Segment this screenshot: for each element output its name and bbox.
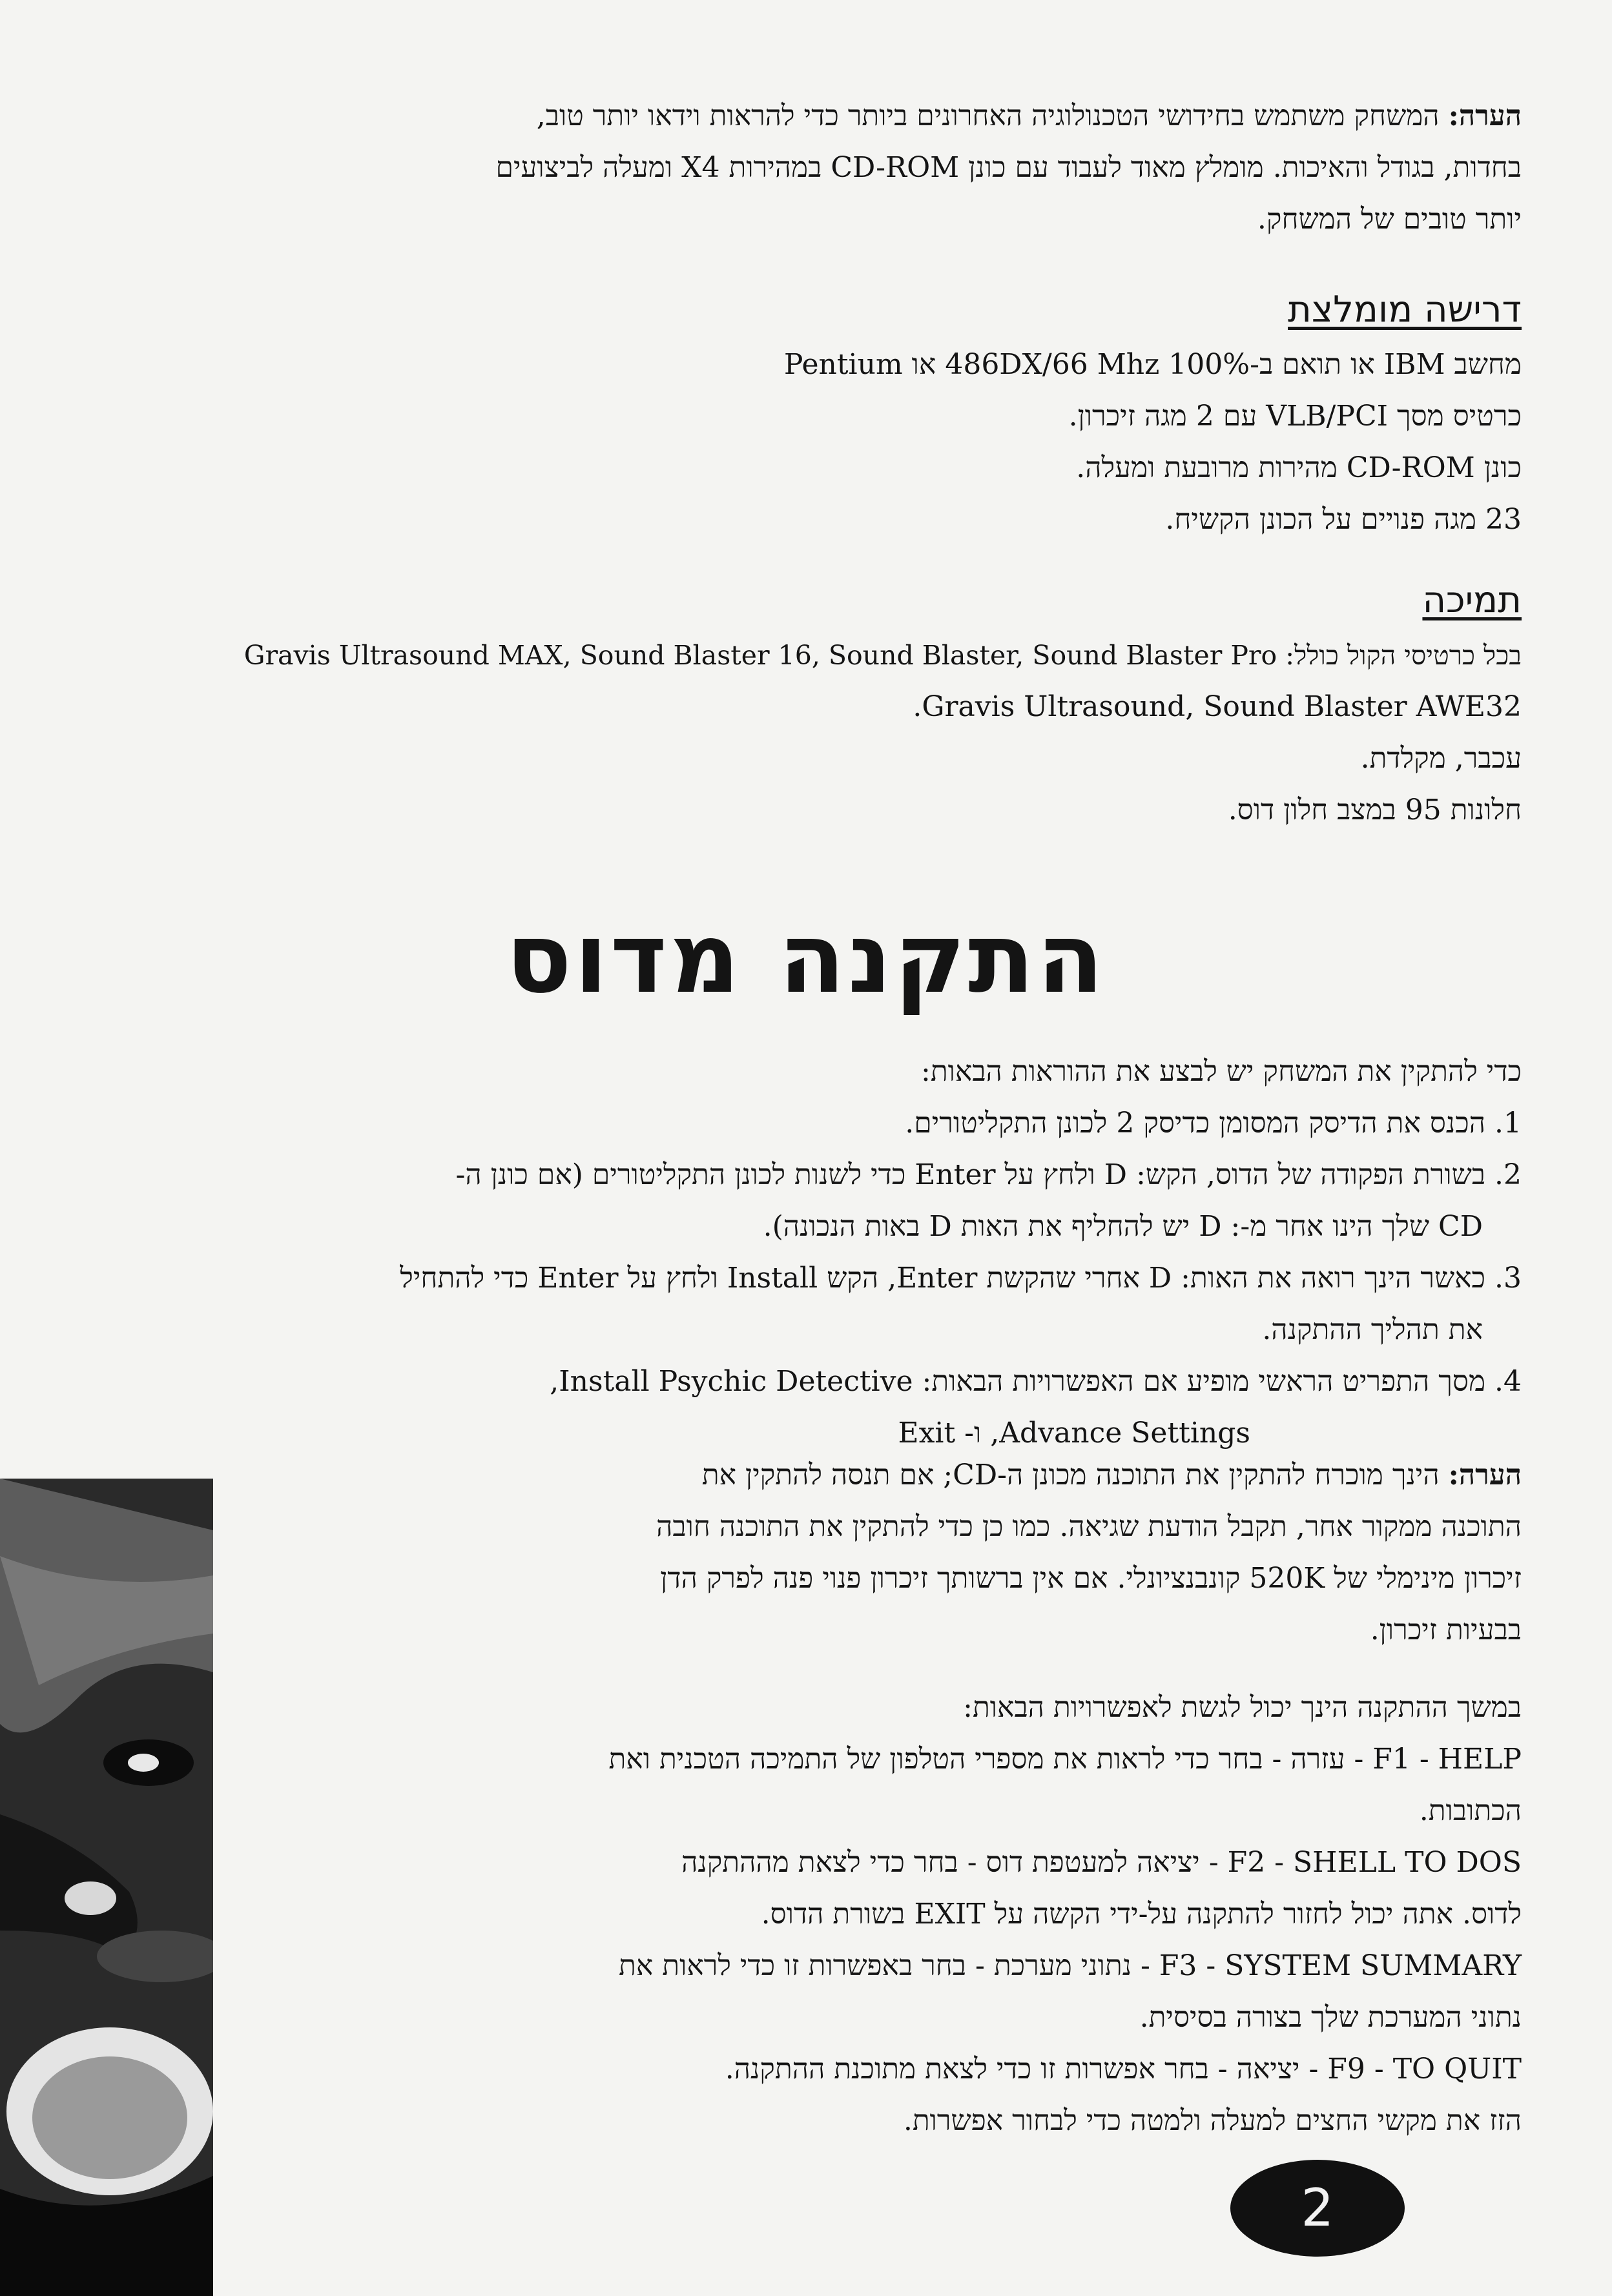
install-step: 2. בשורת הפקודה של הדוס, הקש: D ולחץ על Enter כדי לשנות לכונן התקליטורים (אם כונן ה-	[455, 1158, 1522, 1191]
options-intro: במשך ההתקנה הינך יכול לגשת לאפשרויות הבאות:	[963, 1691, 1522, 1724]
options-footer: הזז את מקשי החצים למעלה ולמטה כדי לבחור אפשרות.	[903, 2104, 1522, 2137]
option-item: F1 - HELP - עזרה - בחר כדי לראות את מספרי הטלפון של התמיכה הטכנית ואת	[608, 1743, 1522, 1776]
note-line: בחדות, בגודל והאיכות. מומלץ מאוד לעבוד עם כונן CD-ROM במהירות X4 ומעלה לביצועים	[495, 151, 1522, 184]
requirement-line: כונן CD-ROM מהירות מרובעת ומעלה.	[1076, 451, 1522, 484]
install-step-cont: Advance Settings, ו- Exit	[898, 1417, 1250, 1450]
install-step-cont: את תהליך ההתקנה.	[1262, 1313, 1483, 1346]
requirements-section	[78, 281, 1522, 546]
face-photo-icon	[0, 1479, 213, 2296]
requirement-line: 23 מגה פנויים על הכונן הקשיח.	[1165, 503, 1522, 536]
option-item-cont: נתוני המערכת שלך בצורה בסיסית.	[1139, 2001, 1522, 2034]
support-line: חלונות 95 במצב חלון דוס.	[1228, 794, 1522, 826]
requirement-line: מחשב IBM או תואם ב-100% 486DX/66 Mhz או Pentium	[783, 348, 1522, 381]
note-line: הערה: הינך מוכרח להתקין את התוכנה מכונן ה-CD; אם תנסה להתקין את	[701, 1459, 1522, 1491]
support-heading: תמיכה	[1422, 579, 1522, 621]
install-step: 3. כאשר הינך רואה את האות: D אחרי שהקשת Enter, הקש Install ולחץ על Enter כדי להתחיל	[400, 1262, 1522, 1295]
support-line: עכבר, מקלדת.	[1360, 742, 1522, 775]
option-item-cont: לדוס. אתה יכול לחזור להתקנה על-ידי הקשה על EXIT בשורת הדוס.	[761, 1898, 1522, 1931]
face-photo-graphic	[0, 1479, 213, 2296]
note-line: בבעיות זיכרון.	[1370, 1614, 1522, 1646]
support-section	[65, 571, 1522, 836]
page-number: 2	[1230, 2160, 1405, 2257]
option-item: F3 - SYSTEM SUMMARY - נתוני מערכת - בחר באפשרות זו כדי לראות את	[619, 1949, 1522, 1982]
install-step: 1. הכנס את הדיסק המסומן כדיסק 2 לכונן התקליטורים.	[905, 1107, 1522, 1140]
install-step-cont: CD שלך הינו אחר מ-: D יש להחליף את האות D באות הנכונה).	[763, 1210, 1483, 1243]
support-line: בכל כרטיסי הקול כולל: Gravis Ultrasound MAX, Sound Blaster 16, Sound Blaster, Sound Blaster Pro	[243, 640, 1522, 671]
install-step: 4. מסך התפריט הראשי מופיע אם האפשרויות הבאות: Install Psychic Detective,	[550, 1365, 1522, 1398]
note-intro	[78, 90, 1522, 245]
options-section	[271, 1682, 1522, 2147]
note-line: התוכנה ממקור אחר, תקבל הודעת שגיאה. כמו כן כדי להתקין את התוכנה חובה	[656, 1510, 1522, 1543]
page-title: התקנה מדוס	[506, 903, 1106, 1015]
install-intro: כדי להתקין את המשחק יש לבצע את ההוראות הבאות:	[921, 1055, 1522, 1088]
option-item: F9 - TO QUIT - יציאה - בחר אפשרות זו כדי לצאת מתוכנת ההתקנה.	[725, 2053, 1522, 2086]
install-section	[90, 1046, 1522, 1459]
note-line: הערה: המשחק משתמש בחידושי הטכנולוגיה האחרונים ביותר כדי להראות וידאו יותר טוב,	[536, 99, 1522, 132]
note-line: יותר טובים של המשחק.	[1257, 203, 1522, 236]
option-item: F2 - SHELL TO DOS - יציאה למעטפת דוס - בחר כדי לצאת מההתקנה	[681, 1846, 1522, 1879]
note-line: זיכרון מינימלי של 520K קונבנציונלי. אם אין ברשותך זיכרון פנוי פנה לפרק הדן	[660, 1562, 1522, 1595]
option-item-cont: הכתובות.	[1419, 1794, 1522, 1827]
support-line: Gravis Ultrasound, Sound Blaster AWE32.	[913, 690, 1522, 723]
note-install	[271, 1450, 1522, 1656]
note-label: הערה:	[1448, 99, 1522, 132]
note-label: הערה:	[1448, 1459, 1522, 1491]
requirements-heading: דרישה מומלצת	[1288, 289, 1522, 331]
requirement-line: כרטיס מסך VLB/PCI עם 2 מגה זיכרון.	[1068, 400, 1522, 433]
